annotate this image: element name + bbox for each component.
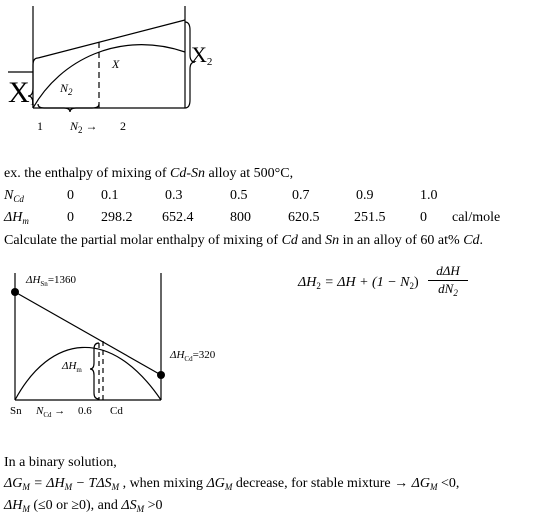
dh-value: 620.5 [288, 210, 320, 225]
dh-value: 251.5 [354, 210, 386, 225]
dh-unit: cal/mole [452, 210, 501, 225]
dh-value: 0 [420, 210, 427, 225]
ncd-value: 0.1 [101, 188, 119, 203]
fig2-axis-06: 0.6 [78, 405, 92, 417]
ncd-value: 0.7 [292, 188, 310, 203]
fig2-mixing-curve [15, 347, 161, 400]
binary-intro: In a binary solution, [4, 455, 117, 470]
fig1-x2-label: $X_2$ [191, 42, 213, 68]
ncd-value: 0.9 [356, 188, 374, 203]
fig2-tangent-line [15, 292, 161, 375]
question-text: Calculate the partial molar enthalpy of mixing of Cd and Sn in an alloy of 60 at% Cd. [4, 233, 484, 248]
dh-value: 298.2 [101, 210, 133, 225]
fig1-tangent-line [38, 20, 185, 58]
dh-label: $\Delta H_m$ [4, 210, 29, 226]
fig2-left-label: $\Delta H_{Sn}=1360$ [26, 274, 77, 288]
fig1-axis-2: 2 [120, 119, 126, 133]
ncd-row [0, 188, 559, 206]
dh-value: 800 [230, 210, 251, 225]
fig1-n2-label: $N_2$ [60, 81, 73, 97]
fig1-x-label: X [112, 57, 120, 71]
ncd-value: 0.5 [230, 188, 248, 203]
dh-row [0, 210, 559, 228]
ncd-value: 0 [67, 188, 74, 203]
dh-value: 0 [67, 210, 74, 225]
equation-fraction: dΔH $dN_2$ [428, 263, 468, 301]
fig2-mid-label: $\Delta H_m$ [62, 360, 82, 374]
fig2-axis-cd: Cd [110, 405, 123, 417]
fig1-mixing-curve [33, 45, 185, 108]
gibbs-equation-line: $\Delta G_M = \Delta H_M - T\Delta S_M$ , when mixing $\Delta G_M$ decrease, for stable mixture → $\Delta G_M <0$, [4, 476, 460, 492]
fig2-right-label: $\Delta H_{Cd}=320$ [170, 349, 216, 363]
conditions-line: $\Delta H_M$ (≤0 or ≥0), and $\Delta S_M >0$ [4, 498, 163, 514]
ncd-value: 0.3 [165, 188, 183, 203]
fig2-axis-sn: Sn [10, 405, 22, 417]
ncd-label: $N_{Cd}$ [4, 188, 24, 204]
fig2-axis-n: $N_{Cd}$ → [36, 405, 66, 419]
ncd-value: 1.0 [420, 188, 438, 203]
fig1-axis-1: 1 [37, 119, 43, 133]
fig1-x1-label: $X_1$ [8, 76, 36, 109]
fig2-right-point [157, 371, 165, 379]
fig2-dh-brace [90, 343, 99, 399]
example-intro: ex. the enthalpy of mixing of Cd-Sn alloy at 500°C, [4, 166, 294, 181]
fig1-axis-n2: $N_2$ → [70, 119, 98, 135]
partial-molar-equation: $\Delta H_2 = \Delta H + (1 - N_2)$ dΔH $dN_2$ [298, 263, 498, 307]
dh-value: 652.4 [162, 210, 194, 225]
fig2-left-point [11, 288, 19, 296]
